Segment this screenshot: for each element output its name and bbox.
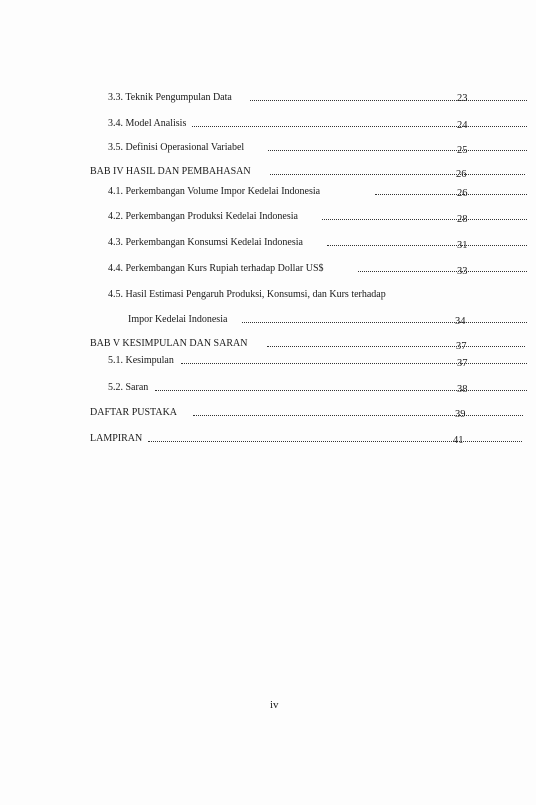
- dot-leader: [250, 100, 527, 101]
- dot-leader: [327, 245, 527, 246]
- toc-entry-title: 3.3. Teknik Pengumpulan Data: [108, 92, 232, 103]
- toc-entry-continuation: [128, 314, 473, 328]
- toc-entry: [108, 118, 473, 132]
- toc-entry-title: 4.1. Perkembangan Volume Impor Kedelai Indonesia: [108, 186, 321, 197]
- dot-leader: [268, 150, 527, 151]
- toc-entry: [108, 186, 473, 200]
- toc-heading: [90, 433, 473, 447]
- toc-entry-page: 39: [455, 409, 466, 420]
- toc-entry: [108, 237, 473, 251]
- toc-entry-title: 5.1. Kesimpulan: [108, 355, 174, 366]
- toc-entry-title: LAMPIRAN: [90, 433, 143, 444]
- toc-heading: [90, 338, 473, 352]
- toc-entry-title: 4.3. Perkembangan Konsumsi Kedelai Indonesia: [108, 237, 303, 248]
- dot-leader: [193, 415, 523, 416]
- toc-entry: [108, 211, 473, 225]
- toc-entry-title: DAFTAR PUSTAKA: [90, 407, 178, 418]
- toc-entry-title: BAB IV HASIL DAN PEMBAHASAN: [90, 166, 251, 177]
- dot-leader: [322, 219, 527, 220]
- toc-entry-title: 4.5. Hasil Estimasi Pengaruh Produksi, Konsumsi, dan Kurs terhadap: [108, 289, 386, 300]
- toc-entry-page: 38: [457, 384, 468, 395]
- toc-entry-page: 23: [457, 93, 468, 104]
- toc-entry-page: 26: [457, 188, 468, 199]
- toc-entry-title: 4.4. Perkembangan Kurs Rupiah terhadap Dollar US$: [108, 263, 324, 274]
- page-number: iv: [270, 699, 279, 711]
- dot-leader: [270, 174, 525, 175]
- dot-leader: [358, 271, 527, 272]
- toc-entry-title: Impor Kedelai Indonesia: [128, 314, 228, 325]
- toc-entry-title: 4.2. Perkembangan Produksi Kedelai Indonesia: [108, 211, 298, 222]
- toc-entry-page: 34: [455, 316, 466, 327]
- toc-entry-title: 3.4. Model Analisis: [108, 118, 187, 129]
- toc-heading: [90, 407, 473, 421]
- toc-entry-page: 37: [456, 341, 467, 352]
- dot-leader: [267, 346, 525, 347]
- dot-leader: [181, 363, 527, 364]
- toc-entry-page: 28: [457, 214, 468, 225]
- toc-entry-page: 26: [456, 169, 467, 180]
- dot-leader: [155, 390, 527, 391]
- toc-entry: [108, 382, 473, 396]
- toc-entry-page: 33: [457, 266, 468, 277]
- toc-entry-page: 25: [457, 145, 468, 156]
- dot-leader: [375, 194, 527, 195]
- toc-entry-title: 3.5. Definisi Operasional Variabel: [108, 142, 245, 153]
- toc-entry: [108, 355, 473, 369]
- toc-entry: [108, 289, 473, 303]
- toc-entry-page: 41: [453, 435, 464, 446]
- toc-entry-title: 5.2. Saran: [108, 382, 149, 393]
- dot-leader: [192, 126, 527, 127]
- toc-entry-page: 31: [457, 240, 468, 251]
- dot-leader: [242, 322, 527, 323]
- toc-entry: [108, 263, 473, 277]
- toc-entry-page: 37: [457, 358, 468, 369]
- toc-entry-page: 24: [457, 120, 468, 131]
- dot-leader: [148, 441, 522, 442]
- toc-entry: [108, 92, 473, 106]
- toc-heading: [90, 166, 473, 180]
- toc-entry: [108, 142, 473, 156]
- toc-entry-title: BAB V KESIMPULAN DAN SARAN: [90, 338, 248, 349]
